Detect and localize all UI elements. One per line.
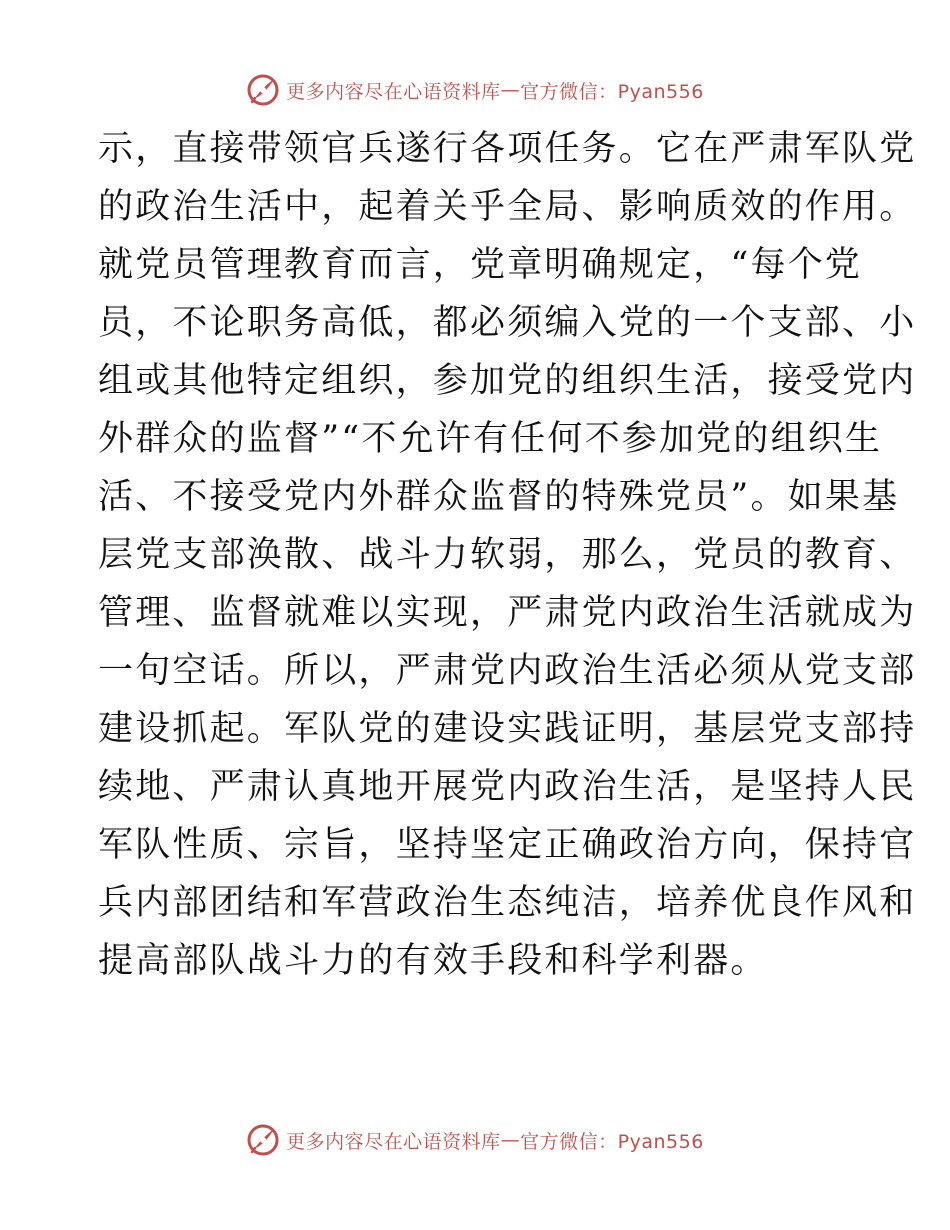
text-line: 提高部队战斗力的有效手段和科学利器。 bbox=[98, 941, 768, 981]
watermark-contact: 官方微信：Pyan556 bbox=[520, 80, 704, 103]
watermark-text: 更多内容尽在心语资料库 bbox=[286, 80, 501, 103]
document-body bbox=[98, 120, 917, 990]
watermark-contact: 官方微信：Pyan556 bbox=[520, 1130, 704, 1153]
text-line: 示，直接带领官兵遂行各项任务。它在严肃军队党 bbox=[98, 129, 917, 169]
footer-watermark bbox=[0, 1120, 950, 1160]
text-line: 就党员管理教育而言，党章明确规定，“每个党 bbox=[98, 245, 863, 285]
text-line: 一句空话。所以，严肃党内政治生活必须从党支部 bbox=[98, 651, 917, 691]
watermark-separator: — bbox=[500, 1129, 521, 1151]
text-line: 员，不论职务高低，都必须编入党的一个支部、小 bbox=[98, 303, 917, 343]
quill-pen-logo-icon bbox=[246, 1123, 280, 1157]
text-line: 的政治生活中，起着关乎全局、影响质效的作用。 bbox=[98, 187, 917, 227]
quill-pen-logo-icon bbox=[246, 73, 280, 107]
watermark-separator: — bbox=[500, 79, 521, 101]
header-watermark bbox=[0, 70, 950, 110]
text-line: 管理、监督就难以实现，严肃党内政治生活就成为 bbox=[98, 593, 917, 633]
text-line: 活、不接受党内外群众监督的特殊党员”。如果基 bbox=[98, 477, 900, 517]
watermark-text: 更多内容尽在心语资料库 bbox=[286, 1130, 501, 1153]
text-line: 续地、严肃认真地开展党内政治生活，是坚持人民 bbox=[98, 767, 917, 807]
text-line: 层党支部涣散、战斗力软弱，那么，党员的教育、 bbox=[98, 535, 917, 575]
text-line: 建设抓起。军队党的建设实践证明，基层党支部持 bbox=[98, 709, 917, 749]
text-line: 组或其他特定组织，参加党的组织生活，接受党内 bbox=[98, 361, 917, 401]
text-line: 兵内部团结和军营政治生态纯洁，培养优良作风和 bbox=[98, 883, 917, 923]
text-line: 军队性质、宗旨，坚持坚定正确政治方向，保持官 bbox=[98, 825, 917, 865]
text-line: 外群众的监督”“不允许有任何不参加党的组织生 bbox=[98, 419, 883, 459]
